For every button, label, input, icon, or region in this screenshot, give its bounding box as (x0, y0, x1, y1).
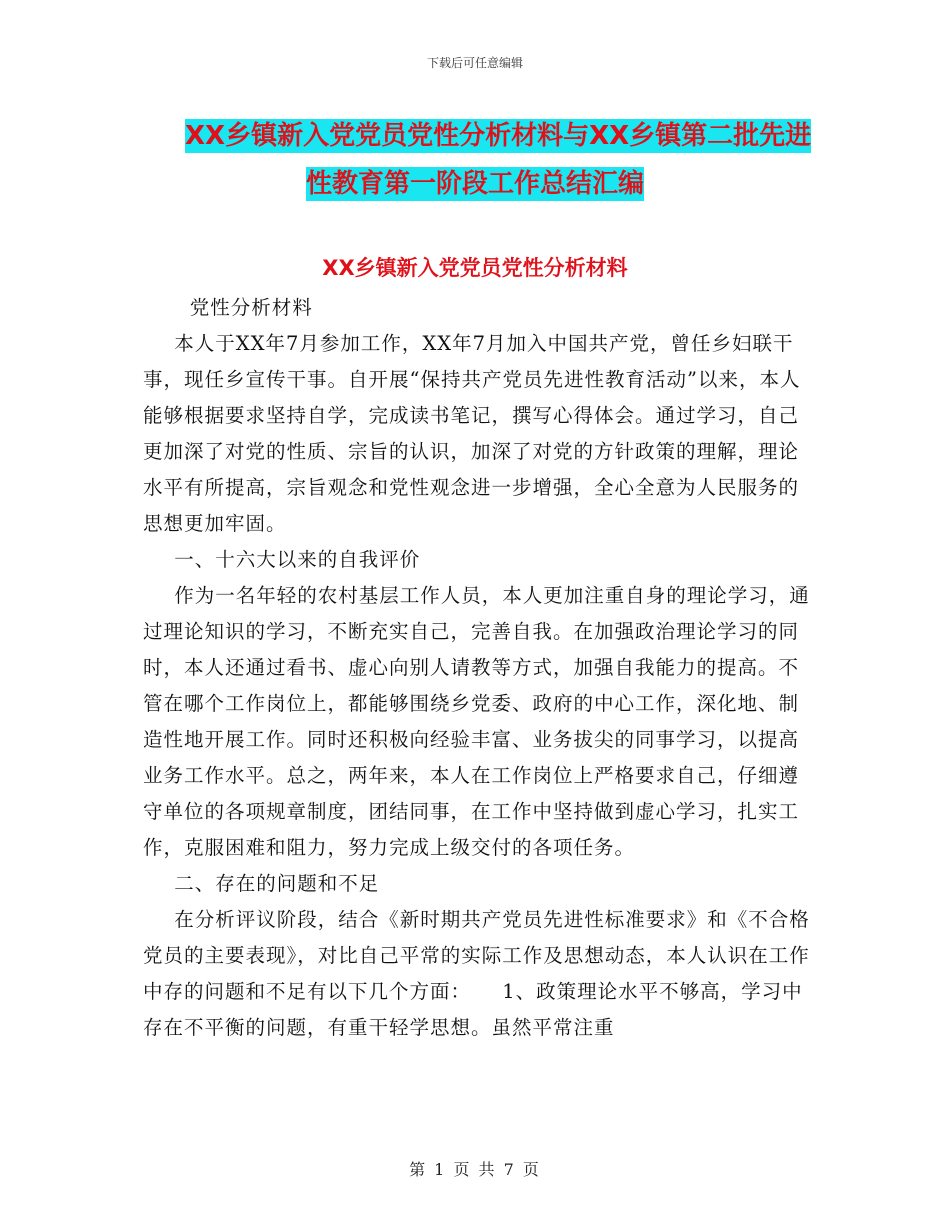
main-title (140, 112, 840, 208)
heading-self-evaluation: 一、十六大以来的自我评价 (174, 548, 421, 571)
body-subtitle: 党性分析材料 (189, 296, 313, 319)
main-title-line-2-text: 性教育第一阶段工作总结汇编 (306, 169, 645, 199)
page-number-footer: 第 1 页 共 7 页 (409, 1160, 541, 1179)
paragraph-self-evaluation: 作为一名年轻的农村基层工作人员，本人更加注重自身的理论学习，通过理论知识的学习，不断充实自己，完善自我。在加强政治理论学习的同时，本人还通过看书、虚心向别人请教等方式，加强自我能力的提高。不管在哪个工作岗位上，都能够围绕乡党委、政府的中心工作，深化地、制造性地开展工作。同时还积极向经验丰富、业务拔尖的同事学习，以提高业务工作水平。总之，两年来，本人在工作岗位上严格要求自己，仔细遵守单位的各项规章制度，团结同事，在工作中坚持做到虚心学习，扎实工作，克服困难和阻力，努力完成上级交付的各项任务。 (143, 584, 810, 859)
main-title-line-2 (306, 160, 840, 208)
main-title-line-1-text: XX乡镇新入党党员党性分析材料与XX乡镇第二批先进 (185, 121, 812, 151)
document-body (143, 290, 813, 1046)
paragraph-problems: 在分析评议阶段，结合《新时期共产党员先进性标准要求》和《不合格党员的主要表现》，对比自己平常的实际工作及思想动态，本人认识在工作中存的问题和不足有以下几个方面： 1、政策理论水平不够高，学习中存在不平衡的问题，有重干轻学思想。虽然平常注重 (143, 908, 810, 1039)
header-note: 下载后可任意编辑 (426, 56, 523, 70)
paragraph-intro: 本人于XX年7月参加工作，XX年7月加入中国共产党，曾任乡妇联干事，现任乡宣传干事。自开展“保持共产党员先进性教育活动”以来，本人能够根据要求坚持自学，完成读书笔记，撰写心得体会。通过学习，自己更加深了对党的性质、宗旨的认识，加深了对党的方针政策的理解，理论水平有所提高，宗旨观念和党性观念进一步增强，全心全意为人民服务的思想更加牢固。 (143, 332, 801, 535)
heading-problems: 二、存在的问题和不足 (174, 872, 380, 895)
section-title: XX乡镇新入党党员党性分析材料 (322, 256, 628, 280)
main-title-line-1 (185, 112, 840, 160)
